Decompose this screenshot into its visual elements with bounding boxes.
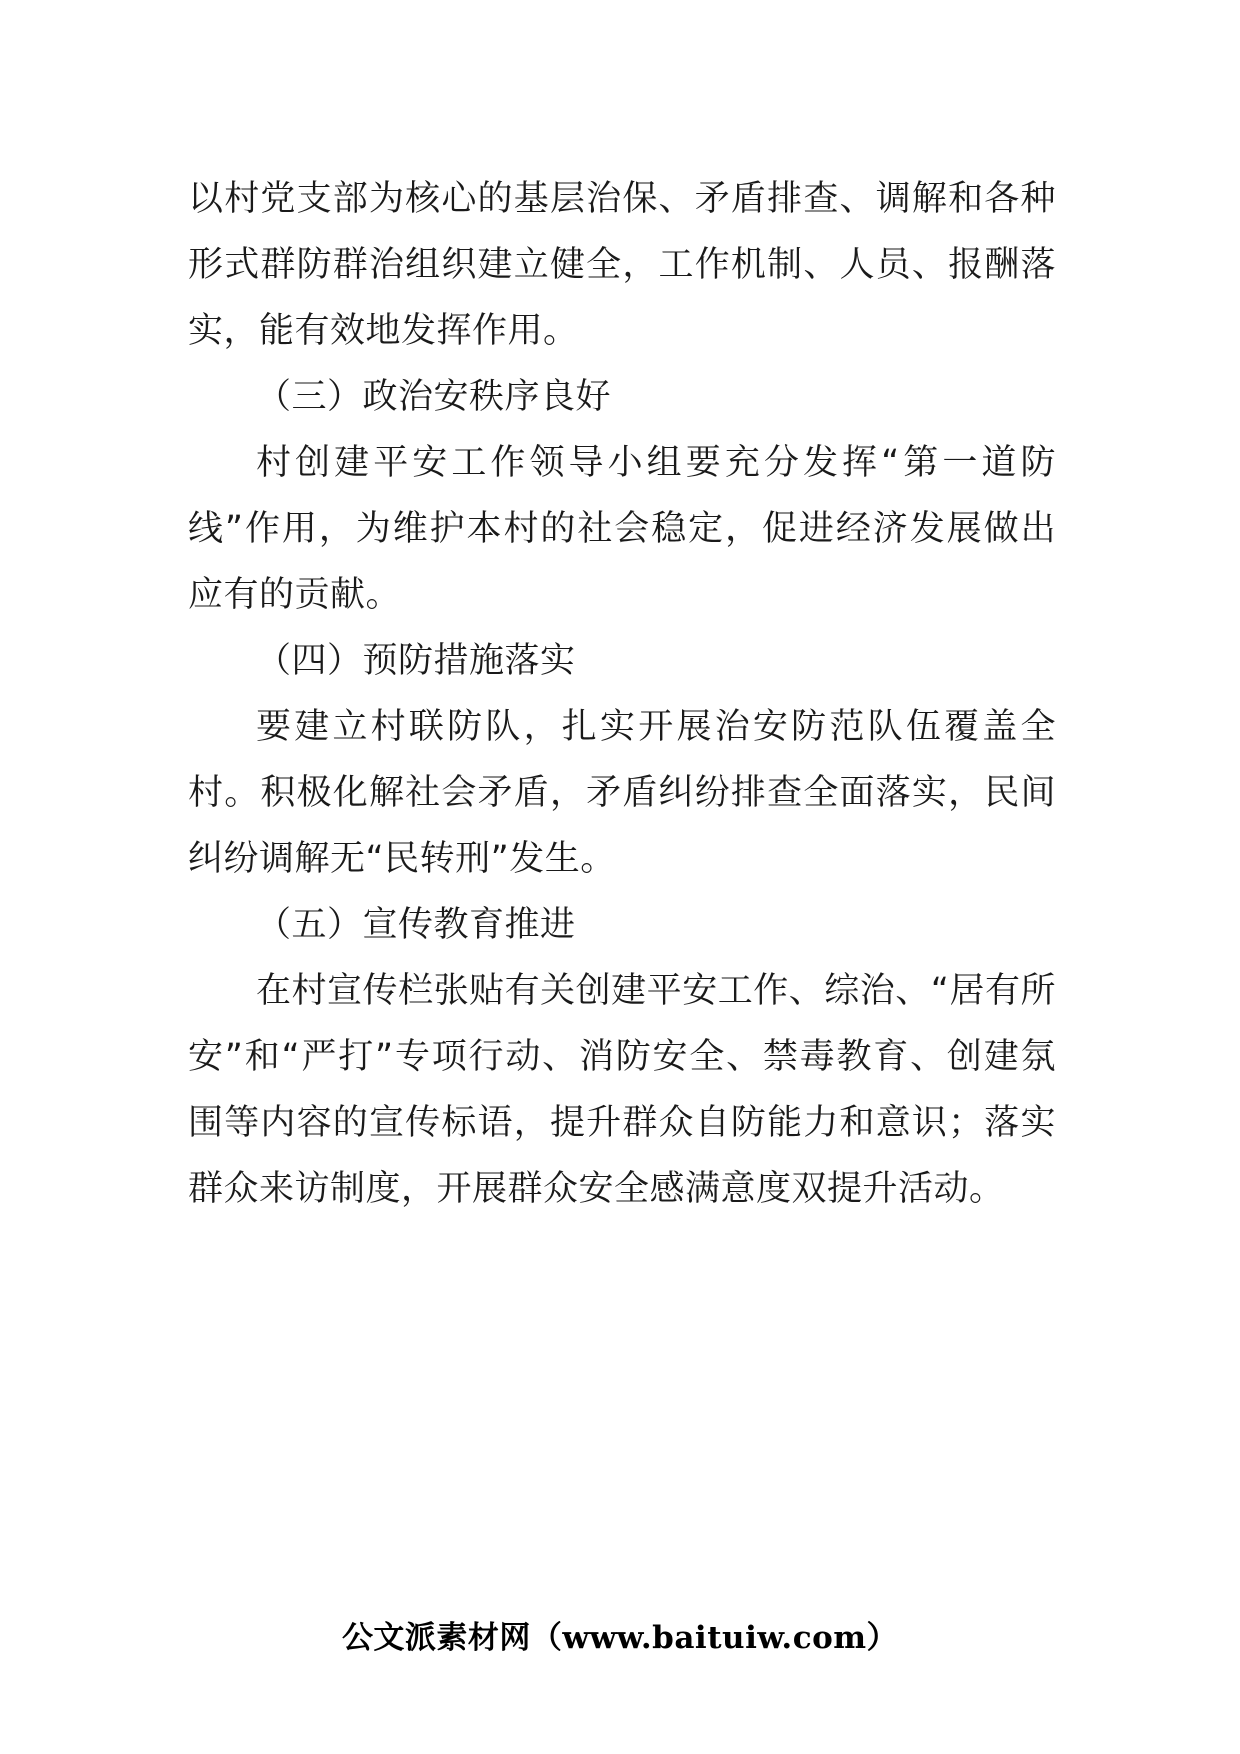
footer-watermark: 公文派素材网（www.baituiw.com） (341, 1620, 899, 1656)
document-body (188, 166, 1056, 1222)
section-heading-4: （四）预防措施落实 (256, 641, 576, 681)
paragraph-section-3: 村创建平安工作领导小组要充分发挥“第一道防线”作用，为维护本村的社会稳定，促进经济发展做出应有的贡献。 (188, 443, 1056, 615)
paragraph-continued: 以村党支部为核心的基层治保、矛盾排查、调解和各种形式群防群治组织建立健全，工作机制、人员、报酬落实，能有效地发挥作用。 (188, 179, 1056, 351)
paragraph-section-4: 要建立村联防队，扎实开展治安防范队伍覆盖全村。积极化解社会矛盾，矛盾纠纷排查全面落实，民间纠纷调解无“民转刑”发生。 (188, 707, 1056, 879)
paragraph-section-5: 在村宣传栏张贴有关创建平安工作、综治、“居有所安”和“严打”专项行动、消防安全、禁毒教育、创建氛围等内容的宣传标语，提升群众自防能力和意识；落实群众来访制度，开展群众安全感满意度双提升活动。 (188, 971, 1056, 1209)
section-heading-5: （五）宣传教育推进 (256, 905, 576, 945)
section-heading-3: （三）政治安秩序良好 (256, 377, 612, 417)
